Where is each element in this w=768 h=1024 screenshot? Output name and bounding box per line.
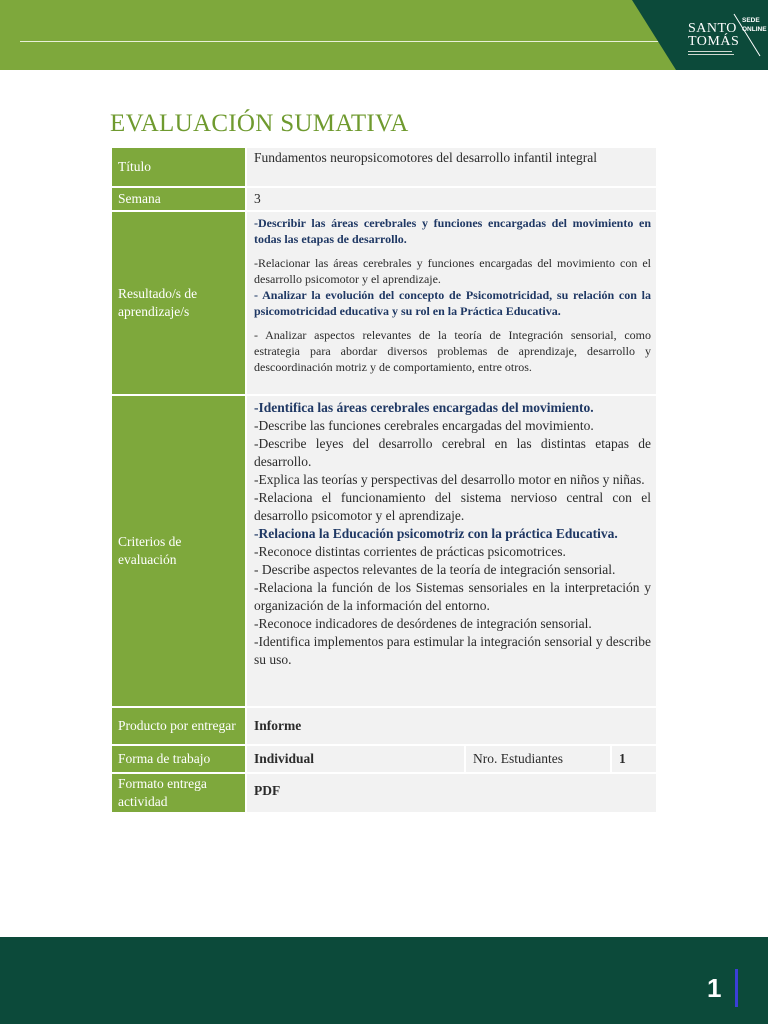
sede-line-2: ONLINE [742,26,767,33]
resultado-2: -Relacionar las áreas cerebrales y funciones encargadas del movimiento con el desarrollo psicomotor y el aprendizaje. [254,256,651,286]
criterio-item: -Reconoce indicadores de desórdenes de integración sensorial. [254,616,592,631]
label-resultados: Resultado/s de aprendizaje/s [112,212,245,394]
value-producto: Informe [247,708,656,744]
page-number: 1 [707,973,722,1003]
value-nro-estudiantes: 1 [612,746,656,772]
page-number-accent [735,969,738,1007]
value-criterios [247,396,656,706]
sede-online-label [742,16,767,34]
row-criterios [112,396,656,706]
criterio-item: -Identifica implementos para estimular la integración sensorial y describe su uso. [254,634,651,667]
row-forma-trabajo [112,746,656,772]
criterio-item: -Identifica las áreas cerebrales encargadas del movimiento. [254,400,594,415]
criterio-item: -Relaciona la Educación psicomotriz con la práctica Educativa. [254,526,618,541]
value-forma-trabajo: Individual [247,746,464,772]
logo-background-shape [0,0,768,70]
value-formato: PDF [247,774,656,812]
label-producto: Producto por entregar [112,708,245,744]
value-titulo: Fundamentos neuropsicomotores del desarrollo infantil integral [247,148,656,186]
criterio-item: -Relaciona la función de los Sistemas sensoriales en la interpretación y organización de la información del entorno. [254,580,651,613]
resultado-3: - Analizar la evolución del concepto de Psicomotricidad, su relación con la psicomotricidad educativa y su rol en la Práctica Educativa. [254,288,651,318]
row-formato [112,774,656,812]
label-nro-estudiantes: Nro. Estudiantes [466,746,610,772]
criterio-item: -Reconoce distintas corrientes de prácticas psicomotrices. [254,544,566,559]
criterio-item: - Describe aspectos relevantes de la teoría de integración sensorial. [254,562,616,577]
page-header [0,0,768,70]
row-resultados [112,212,656,394]
label-formato: Formato entrega actividad [112,774,245,812]
label-titulo: Título [112,148,245,186]
logo-tagline-decoration [688,50,748,58]
criterio-item: -Explica las teorías y perspectivas del desarrollo motor en niños y niñas. [254,472,645,487]
value-semana: 3 [247,188,656,210]
resultado-4: - Analizar aspectos relevantes de la teoría de Integración sensorial, como estrategia para abordar diversos problemas de aprendizaje, desarrollo y descoordinación motriz y de comportamiento, entre otros. [254,328,651,374]
row-producto [112,708,656,744]
label-forma-trabajo: Forma de trabajo [112,746,245,772]
label-criterios: Criterios de evaluación [112,396,245,706]
sede-line-1: SEDE [742,17,760,24]
criterio-item: -Describe leyes del desarrollo cerebral en las distintas etapas de desarrollo. [254,436,651,469]
resultado-1: -Describir las áreas cerebrales y funciones encargadas del movimiento en todas las etapas de desarrollo. [254,216,651,246]
document-title: EVALUACIÓN SUMATIVA [110,110,409,137]
logo-line-2: TOMÁS [688,34,740,49]
row-titulo [112,148,656,186]
criterio-item: -Relaciona el funcionamiento del sistema nervioso central con el desarrollo psicomotor y el aprendizaje. [254,490,651,523]
value-resultados [247,212,656,394]
row-semana [112,188,656,210]
logo-block [0,0,768,70]
logo-line-1: SANTO [688,21,737,36]
criterio-item: -Describe las funciones cerebrales encargadas del movimiento. [254,418,594,433]
santo-tomas-logo [688,22,739,48]
label-semana: Semana [112,188,245,210]
page-footer [0,937,768,1024]
